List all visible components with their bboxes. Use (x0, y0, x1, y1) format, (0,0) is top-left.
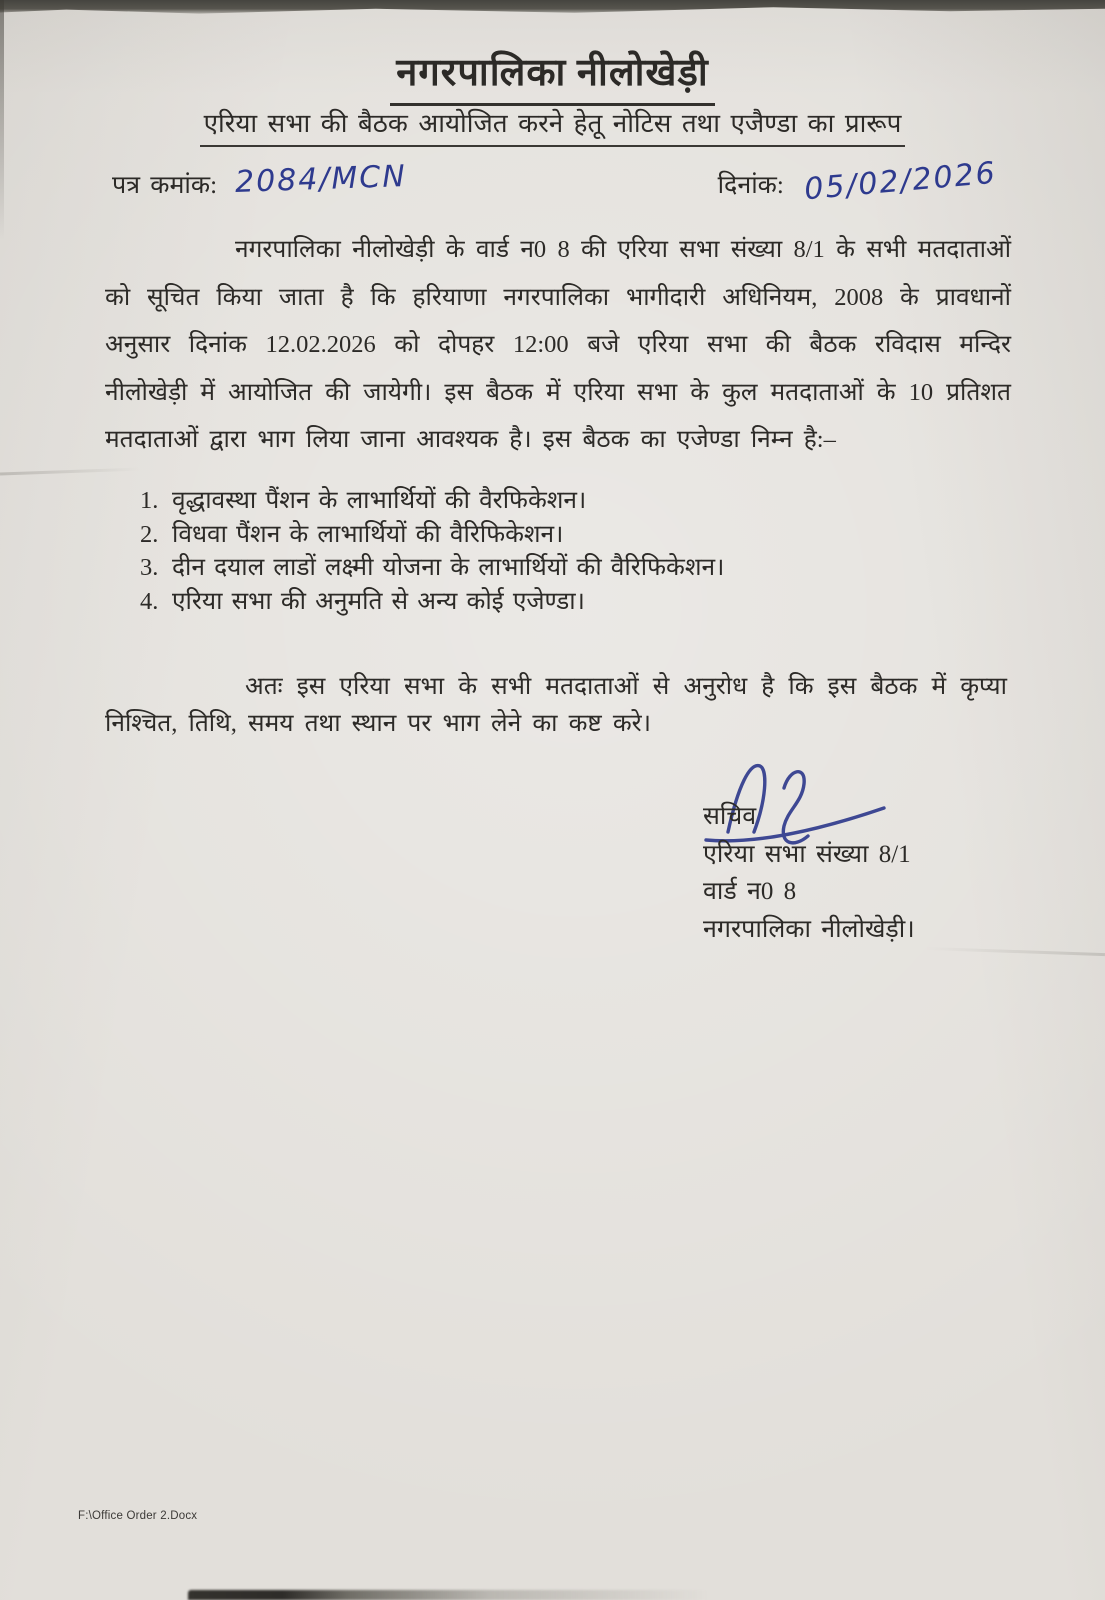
scan-bottom-edge (188, 1590, 708, 1600)
meta-row (112, 155, 999, 208)
agenda-item-text: दीन दयाल लाडों लक्ष्मी योजना के लाभार्थियों की वैरिफिकेशन। (172, 554, 725, 581)
agenda-item-number: 1. (140, 487, 159, 514)
agenda-item-number: 4. (140, 587, 159, 615)
agenda-item-text: विधवा पैंशन के लाभार्थियों की वैरिफिकेशन। (172, 520, 564, 548)
paper-crease (0, 468, 140, 476)
signatory-ward: वार्ड न0 8 (703, 878, 797, 905)
letter-number-handwritten-value: 2084/MCN (234, 159, 408, 200)
doc-subtitle (0, 104, 1105, 147)
signatory-designation: सचिव (703, 803, 757, 830)
signatory-area-sabha: एरिया सभा संख्या 8/1 (703, 840, 911, 868)
paper-crease (925, 947, 1105, 956)
date-label: दिनांक: (717, 172, 784, 199)
page-title (0, 45, 1105, 106)
signature-block (703, 798, 915, 948)
doc-subtitle-text: एरिया सभा की बैठक आयोजित करने हेतू नोटिस तथा एजैण्डा का प्रारूप (200, 104, 906, 147)
agenda-item-text: एरिया सभा की अनुमति से अन्य कोई एजेण्डा। (172, 587, 585, 615)
scan-top-edge (0, 0, 1105, 16)
agenda-list (140, 484, 724, 618)
signatory-municipality: नगरपालिका नीलोखेड़ी। (703, 915, 915, 943)
agenda-item-text: वृद्धावस्था पैंशन के लाभार्थियों की वैरफिकेशन। (172, 487, 587, 514)
agenda-item-number: 2. (140, 520, 159, 548)
page-title-text: नगरपालिका नीलोखेड़ी (390, 45, 714, 106)
body-paragraph: नगरपालिका नीलोखेड़ी के वार्ड न0 8 की एरिया सभा संख्या 8/1 के सभी मतदाताओं को सूचित किया जाता है कि हरियाणा नगरपालिका भागीदारी अधिनियम, 2008 के प्रावधानों अनुसार दिनांक 12.02.2026 को दोपहर 12:00 बजे एरिया सभा की बैठक रविदास मन्दिर नीलोखेड़ी में आयोजित की जायेगी। इस बैठक में एरिया सभा के कुल मतदाताओं के 10 प्रतिशत मतदाताओं द्वारा भाग लिया जाना आवश्यक है। इस बैठक का एजेण्डा निम्न है:– (105, 236, 1011, 453)
agenda-item (140, 551, 724, 585)
agenda-item (140, 518, 724, 552)
date-field (717, 155, 999, 208)
date-handwritten-value: 05/02/2026 (802, 155, 999, 208)
agenda-item-number: 3. (140, 554, 159, 581)
agenda-item (140, 484, 724, 518)
letter-number-field (112, 159, 408, 201)
letter-number-label: पत्र कमांक: (112, 172, 218, 199)
file-path-footer: F:\Office Order 2.Docx (78, 1510, 198, 1522)
closing-paragraph: अतः इस एरिया सभा के सभी मतदाताओं से अनुरोध है कि इस बैठक में कृप्या निश्चित, तिथि, समय तथा स्थान पर भाग लेने का कष्ट करे। (105, 673, 1007, 737)
agenda-item (140, 585, 724, 619)
